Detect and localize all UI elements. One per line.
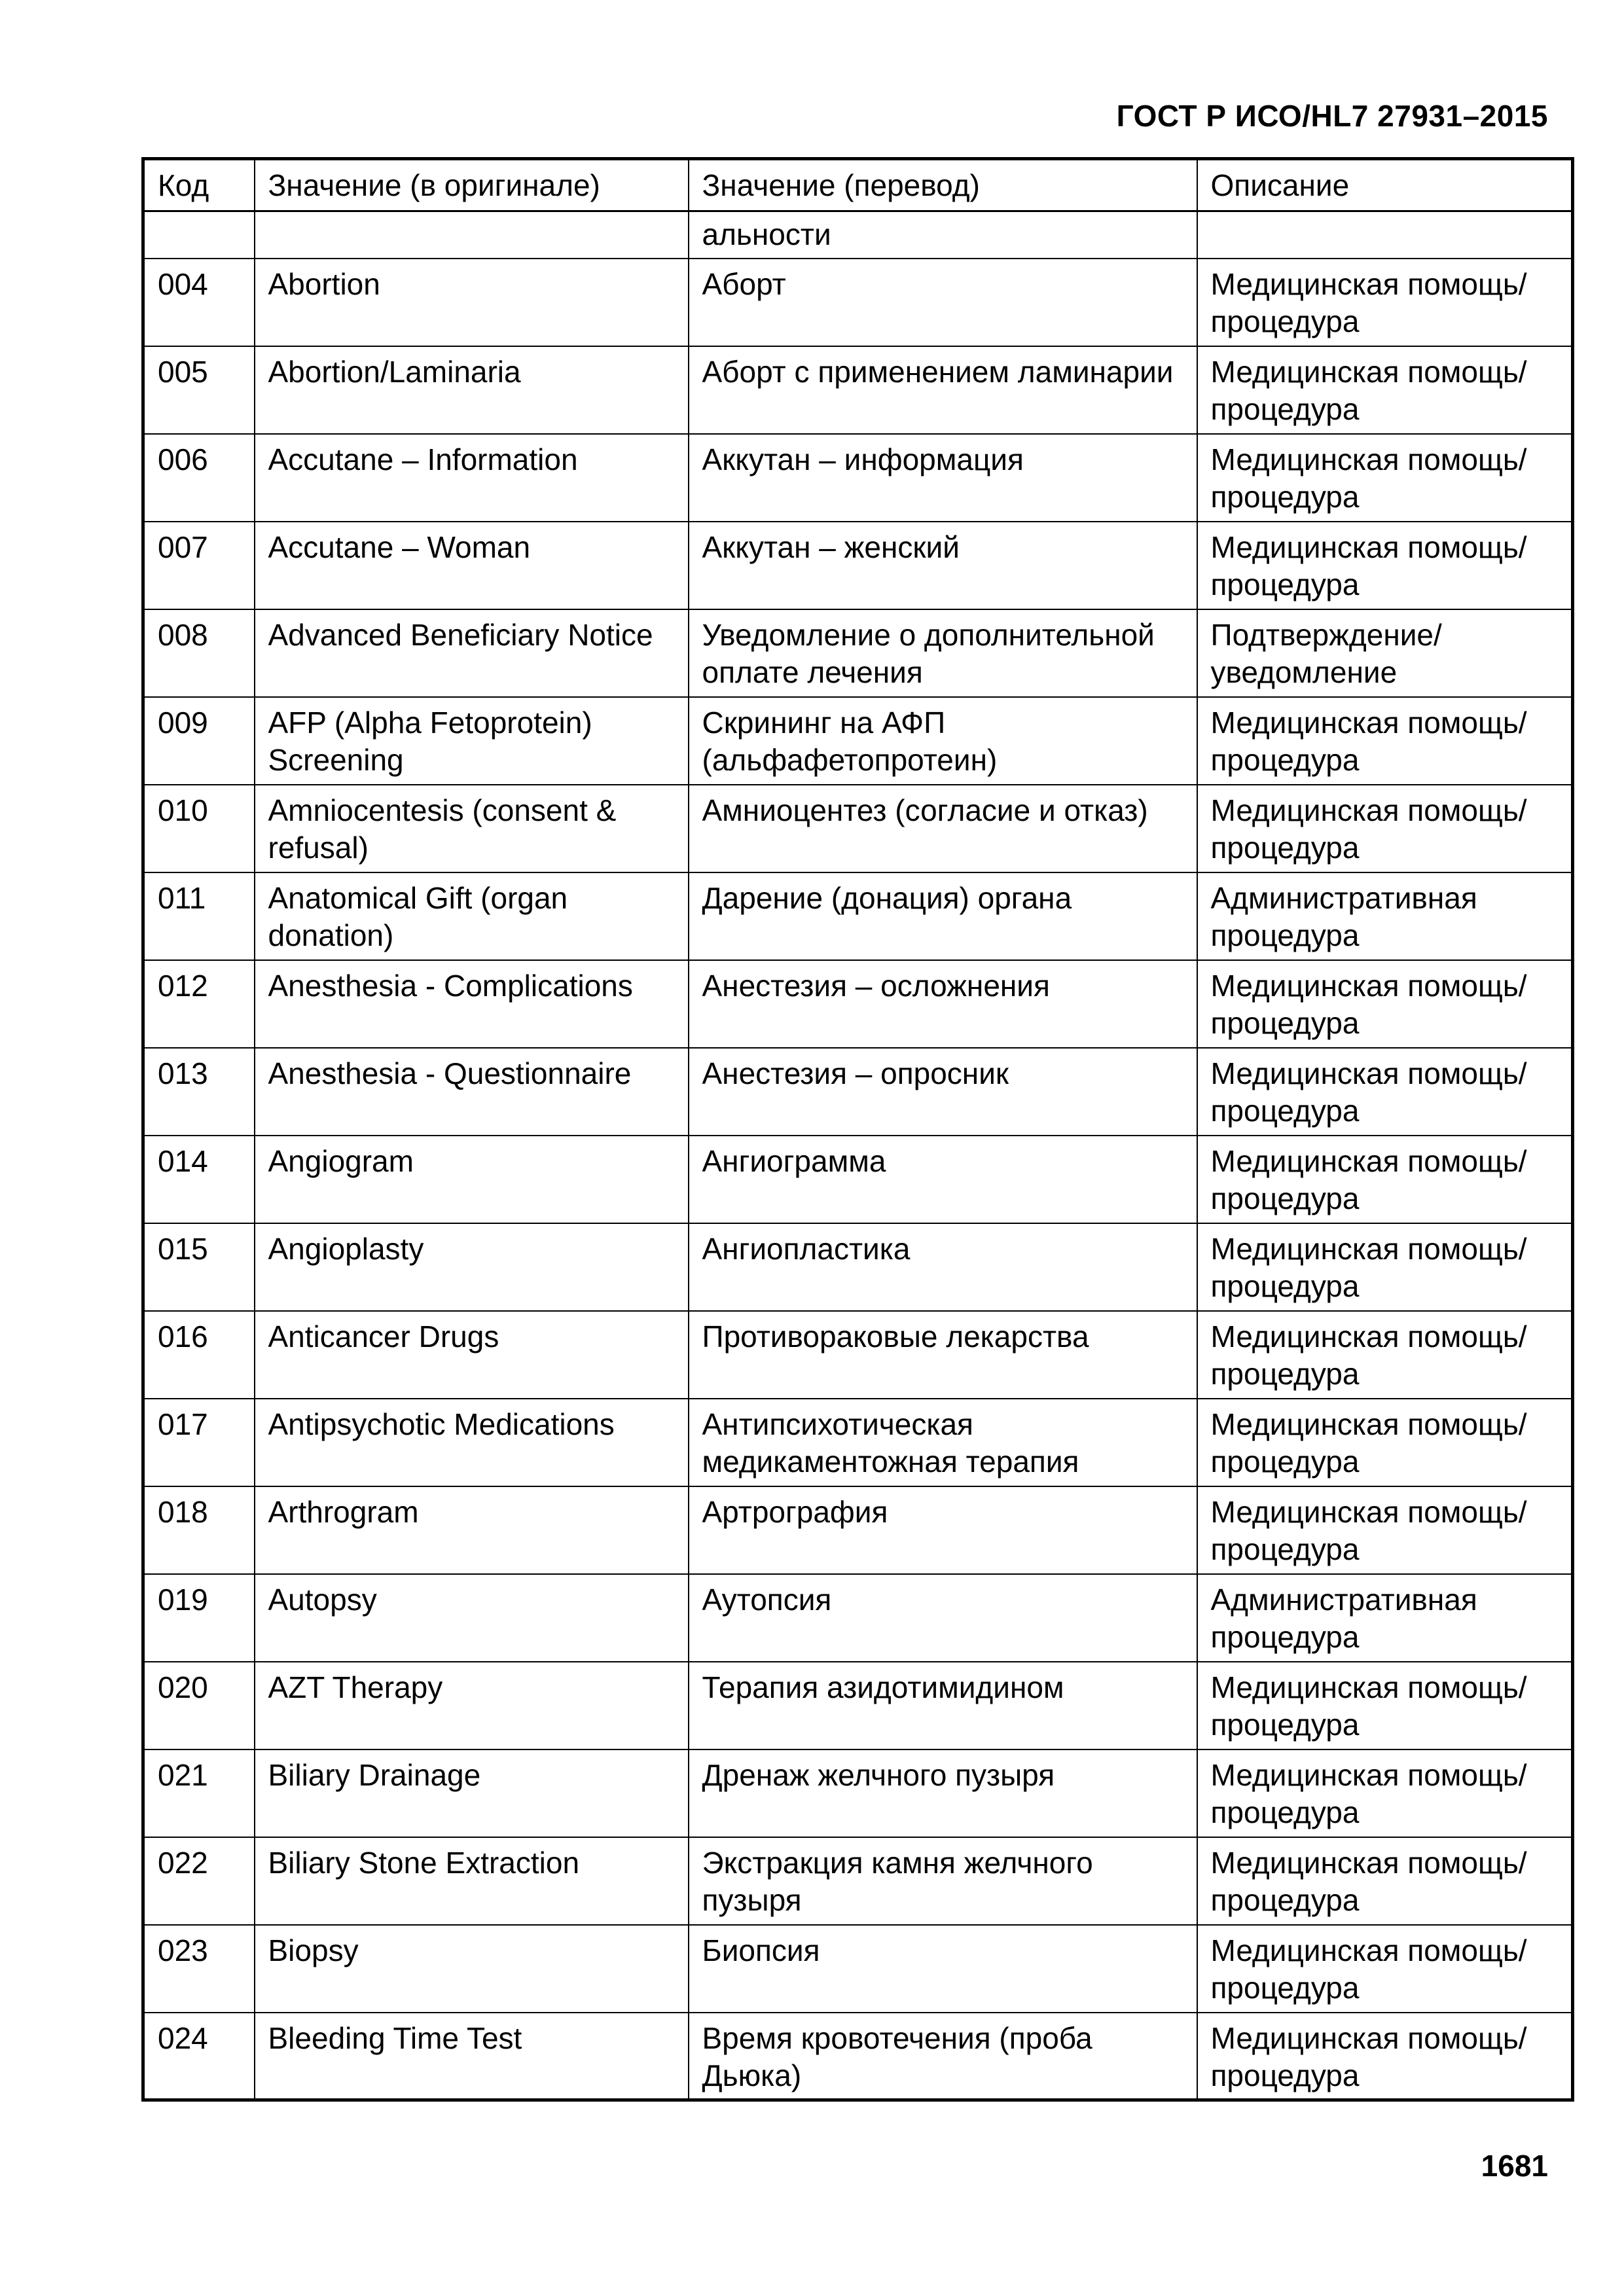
cell-translation: Биопсия [689,1925,1197,2013]
cell-original: Anticancer Drugs [255,1311,689,1399]
cell-original: Anatomical Gift (organ donation) [255,872,689,960]
cell-code: 020 [143,1662,255,1749]
cell-description: Медицинская помощь/ процедура [1197,1048,1573,1136]
cell-original: Biliary Drainage [255,1749,689,1837]
cell-translation: Анестезия – опросник [689,1048,1197,1136]
cell-code: 009 [143,697,255,785]
table-row [143,1136,1573,1223]
cell-description: Медицинская помощь/ процедура [1197,785,1573,872]
table-row [143,346,1573,434]
table-row [143,1574,1573,1662]
cell-code: 011 [143,872,255,960]
cell-description: Медицинская помощь/ процедура [1197,1311,1573,1399]
cell-translation: Скрининг на АФП (альфафетопротеин) [689,697,1197,785]
continuation-row [143,211,1573,259]
cell-translation: Антипсихотическая медикаментожная терапия [689,1399,1197,1486]
table-header-row [143,159,1573,211]
table-row [143,2013,1573,2100]
table-row [143,259,1573,346]
cell-original: Advanced Beneficiary Notice [255,609,689,697]
table-row [143,872,1573,960]
cell-translation: Амниоцентез (согласие и отказ) [689,785,1197,872]
cell-translation: Аккутан – информация [689,434,1197,522]
column-header-description: Описание [1197,159,1573,211]
cell-description: Медицинская помощь/ процедура [1197,1837,1573,1925]
cell-translation: Противораковые лекарства [689,1311,1197,1399]
cell-translation: Экстракция камня желчного пузыря [689,1837,1197,1925]
cell-code: 024 [143,2013,255,2100]
cell-original: Anesthesia - Complications [255,960,689,1048]
cell-original: Bleeding Time Test [255,2013,689,2100]
cell-code: 018 [143,1486,255,1574]
cell-translation: Аборт с применением ламинарии [689,346,1197,434]
cell-description: Подтверждение/ уведомление [1197,609,1573,697]
cell-code: 008 [143,609,255,697]
cell-translation: Дренаж желчного пузыря [689,1749,1197,1837]
cell-description: Медицинская помощь/ процедура [1197,960,1573,1048]
table-row [143,1925,1573,2013]
cell-translation: Аккутан – женский [689,522,1197,609]
cell-description: Медицинская помощь/ процедура [1197,1486,1573,1574]
cell-description: Медицинская помощь/ процедура [1197,697,1573,785]
table-row [143,1749,1573,1837]
cell-code: 004 [143,259,255,346]
cell-code: 023 [143,1925,255,2013]
cell-original: Angioplasty [255,1223,689,1311]
page-number: 1681 [1481,2149,1548,2183]
cell-original: Arthrogram [255,1486,689,1574]
cell-description: Медицинская помощь/ процедура [1197,1749,1573,1837]
cell-translation: альности [689,211,1197,259]
cell-code: 016 [143,1311,255,1399]
cell-description: Медицинская помощь/ процедура [1197,346,1573,434]
cell-description: Медицинская помощь/ процедура [1197,1662,1573,1749]
table-row [143,785,1573,872]
table-row [143,697,1573,785]
cell-description: Административная процедура [1197,1574,1573,1662]
cell-original: AZT Therapy [255,1662,689,1749]
cell-description: Медицинская помощь/ процедура [1197,259,1573,346]
cell-description: Медицинская помощь/ процедура [1197,2013,1573,2100]
cell-code: 012 [143,960,255,1048]
table-row [143,1486,1573,1574]
cell-original: Antipsychotic Medications [255,1399,689,1486]
table-row [143,1837,1573,1925]
cell-translation: Уведомление о дополнительной оплате лечения [689,609,1197,697]
cell-translation: Дарение (донация) органа [689,872,1197,960]
cell-description [1197,211,1573,259]
column-header-code: Код [143,159,255,211]
cell-description: Медицинская помощь/ процедура [1197,1223,1573,1311]
table-row [143,434,1573,522]
table-row [143,609,1573,697]
cell-code: 015 [143,1223,255,1311]
cell-description: Медицинская помощь/ процедура [1197,1925,1573,2013]
document-standard-header: ГОСТ Р ИСО/HL7 27931–2015 [1116,99,1548,133]
cell-original: Biopsy [255,1925,689,2013]
cell-code: 013 [143,1048,255,1136]
cell-translation: Время кровотечения (проба Дьюка) [689,2013,1197,2100]
cell-original: Abortion/Laminaria [255,346,689,434]
cell-original: Abortion [255,259,689,346]
cell-code: 006 [143,434,255,522]
cell-description: Административная процедура [1197,872,1573,960]
table-row [143,1662,1573,1749]
cell-code: 007 [143,522,255,609]
table-row [143,1311,1573,1399]
cell-code [143,211,255,259]
cell-original: Angiogram [255,1136,689,1223]
cell-description: Медицинская помощь/ процедура [1197,434,1573,522]
table-row [143,1048,1573,1136]
cell-code: 022 [143,1837,255,1925]
cell-code: 021 [143,1749,255,1837]
cell-original: Biliary Stone Extraction [255,1837,689,1925]
cell-description: Медицинская помощь/ процедура [1197,1136,1573,1223]
cell-original: Autopsy [255,1574,689,1662]
cell-original: AFP (Alpha Fetoprotein) Screening [255,697,689,785]
cell-translation: Артрография [689,1486,1197,1574]
table-row [143,1399,1573,1486]
table-row [143,960,1573,1048]
cell-translation: Аутопсия [689,1574,1197,1662]
table-row [143,1223,1573,1311]
cell-original: Accutane – Information [255,434,689,522]
cell-code: 014 [143,1136,255,1223]
cell-original: Amniocentesis (consent & refusal) [255,785,689,872]
table-row [143,522,1573,609]
cell-original: Accutane – Woman [255,522,689,609]
cell-code: 010 [143,785,255,872]
cell-translation: Ангиограмма [689,1136,1197,1223]
cell-translation: Аборт [689,259,1197,346]
cell-description: Медицинская помощь/ процедура [1197,1399,1573,1486]
cell-description: Медицинская помощь/ процедура [1197,522,1573,609]
cell-code: 019 [143,1574,255,1662]
cell-translation: Анестезия – осложнения [689,960,1197,1048]
column-header-original: Значение (в оригинале) [255,159,689,211]
column-header-translation: Значение (перевод) [689,159,1197,211]
cell-original: Anesthesia - Questionnaire [255,1048,689,1136]
cell-translation: Ангиопластика [689,1223,1197,1311]
cell-code: 017 [143,1399,255,1486]
code-table [141,157,1574,2102]
cell-translation: Терапия азидотимидином [689,1662,1197,1749]
cell-original [255,211,689,259]
cell-code: 005 [143,346,255,434]
